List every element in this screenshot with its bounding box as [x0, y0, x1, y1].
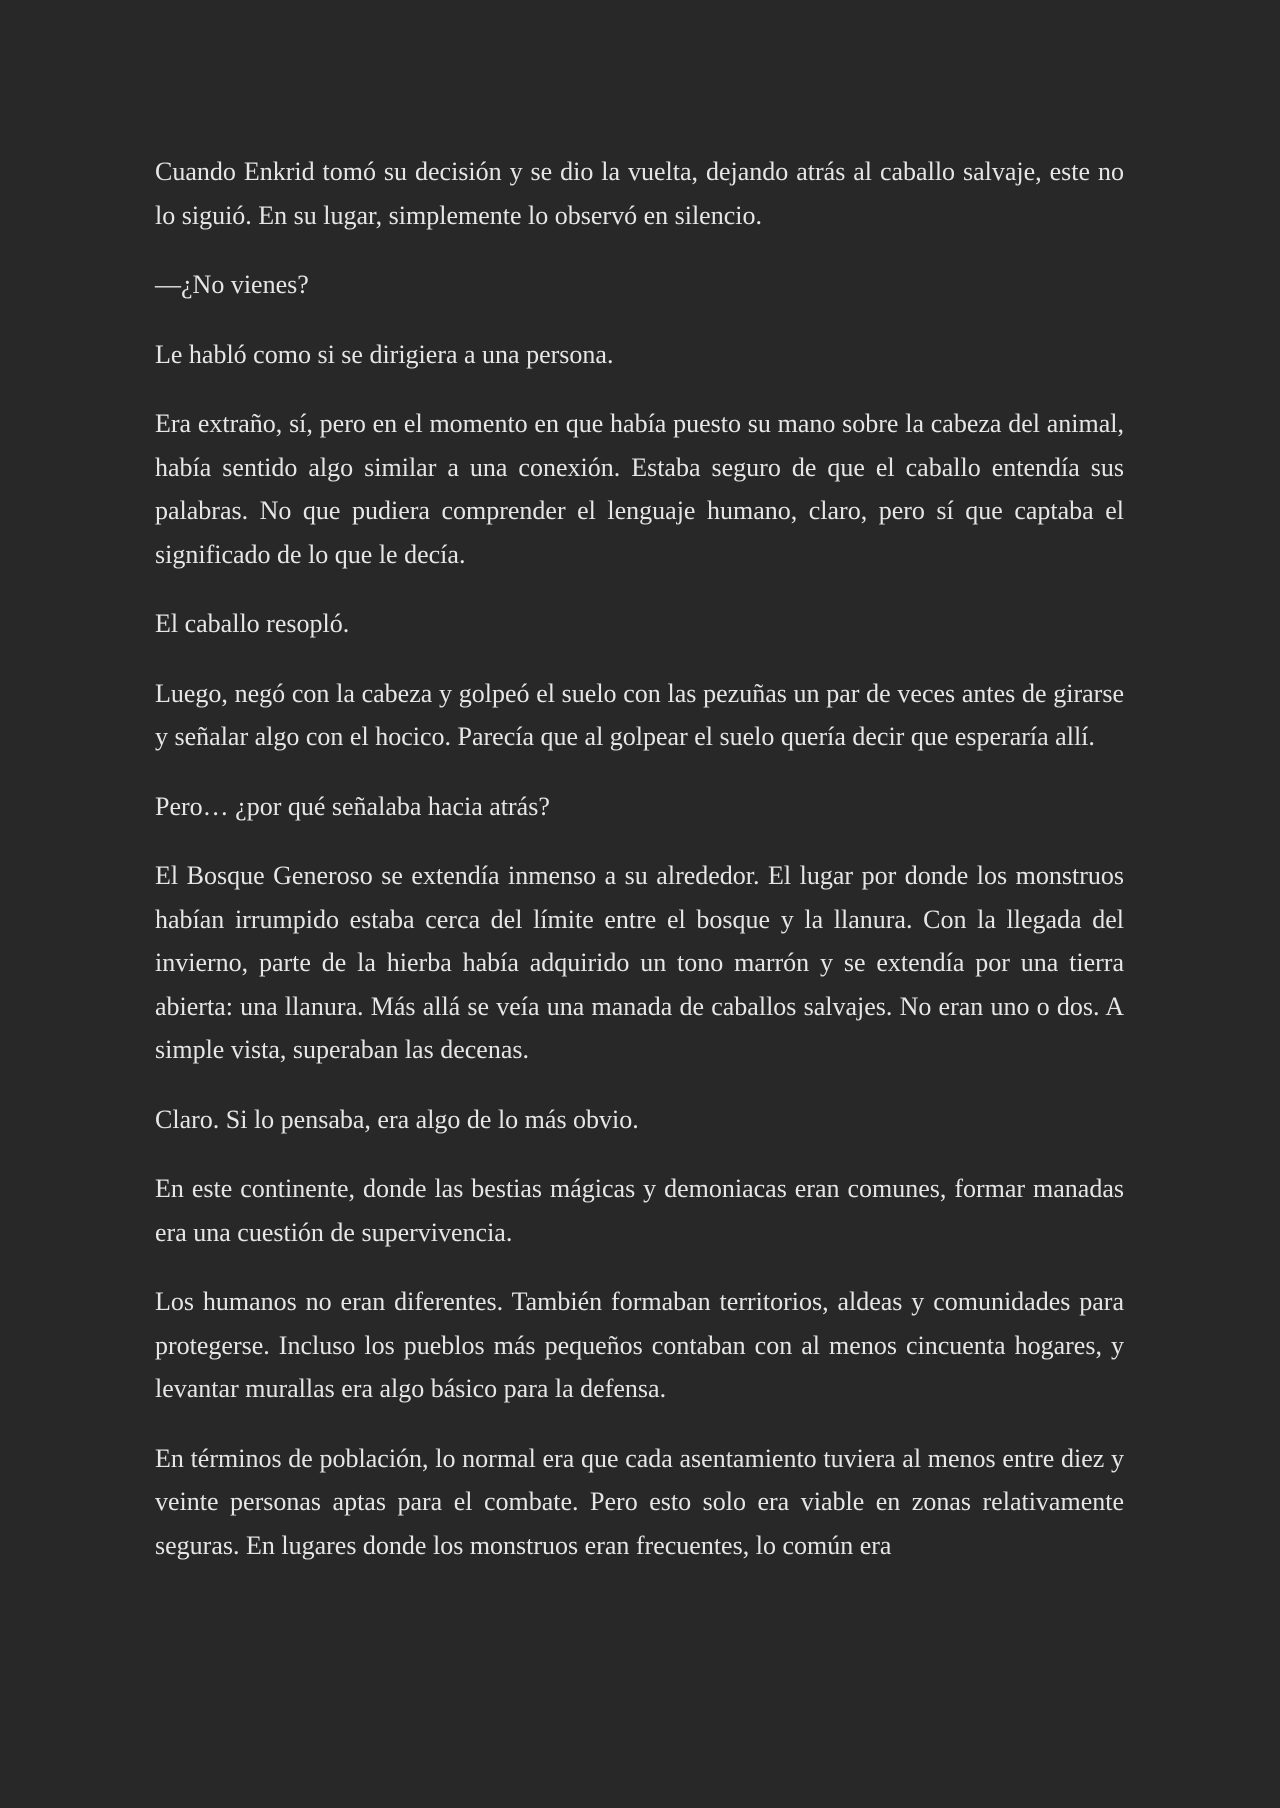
paragraph: Cuando Enkrid tomó su decisión y se dio la vuelta, dejando atrás al caballo salvaje, este no lo siguió. En su lugar, simplemente lo observó en silencio. [155, 157, 1124, 230]
paragraph: El caballo resopló. [155, 609, 350, 638]
paragraph: Era extraño, sí, pero en el momento en que había puesto su mano sobre la cabeza del animal, había sentido algo similar a una conexión. Estaba seguro de que el caballo entendía sus palabras. No que pudiera comprender el lenguaje humano, claro, pero sí que captaba el significado de lo que le decía. [155, 409, 1124, 569]
paragraph: En términos de población, lo normal era que cada asentamiento tuviera al menos entre diez y veinte personas aptas para el combate. Pero esto solo era viable en zonas relativamente seguras. En lugares donde los monstruos eran frecuentes, lo común era [155, 1443, 1124, 1560]
paragraph: El Bosque Generoso se extendía inmenso a su alrededor. El lugar por donde los monstruos habían irrumpido estaba cerca del límite entre el bosque y la llanura. Con la llegada del invierno, parte de la hierba había adquirido un tono marrón y se extendía por una tierra abierta: una llanura. Más allá se veía una manada de caballos salvajes. No eran uno o dos. A simple vista, superaban las decenas. [155, 861, 1124, 1064]
paragraph: Luego, negó con la cabeza y golpeó el suelo con las pezuñas un par de veces antes de girarse y señalar algo con el hocico. Parecía que al golpear el suelo quería decir que esperaría allí. [155, 678, 1124, 751]
paragraph: Claro. Si lo pensaba, era algo de lo más obvio. [155, 1104, 639, 1134]
paragraph: Pero… ¿por qué señalaba hacia atrás? [155, 791, 550, 821]
reading-pane [155, 150, 1124, 1593]
paragraph: —¿No vienes? [155, 270, 309, 299]
paragraph: En este continente, donde las bestias mágicas y demoniacas eran comunes, formar manadas era una cuestión de supervivencia. [155, 1174, 1124, 1247]
paragraph: Le habló como si se dirigiera a una persona. [155, 339, 614, 369]
paragraph: Los humanos no eran diferentes. También formaban territorios, aldeas y comunidades para protegerse. Incluso los pueblos más pequeños contaban con al menos cincuenta hogares, y levantar murallas era algo básico para la defensa. [155, 1287, 1124, 1403]
